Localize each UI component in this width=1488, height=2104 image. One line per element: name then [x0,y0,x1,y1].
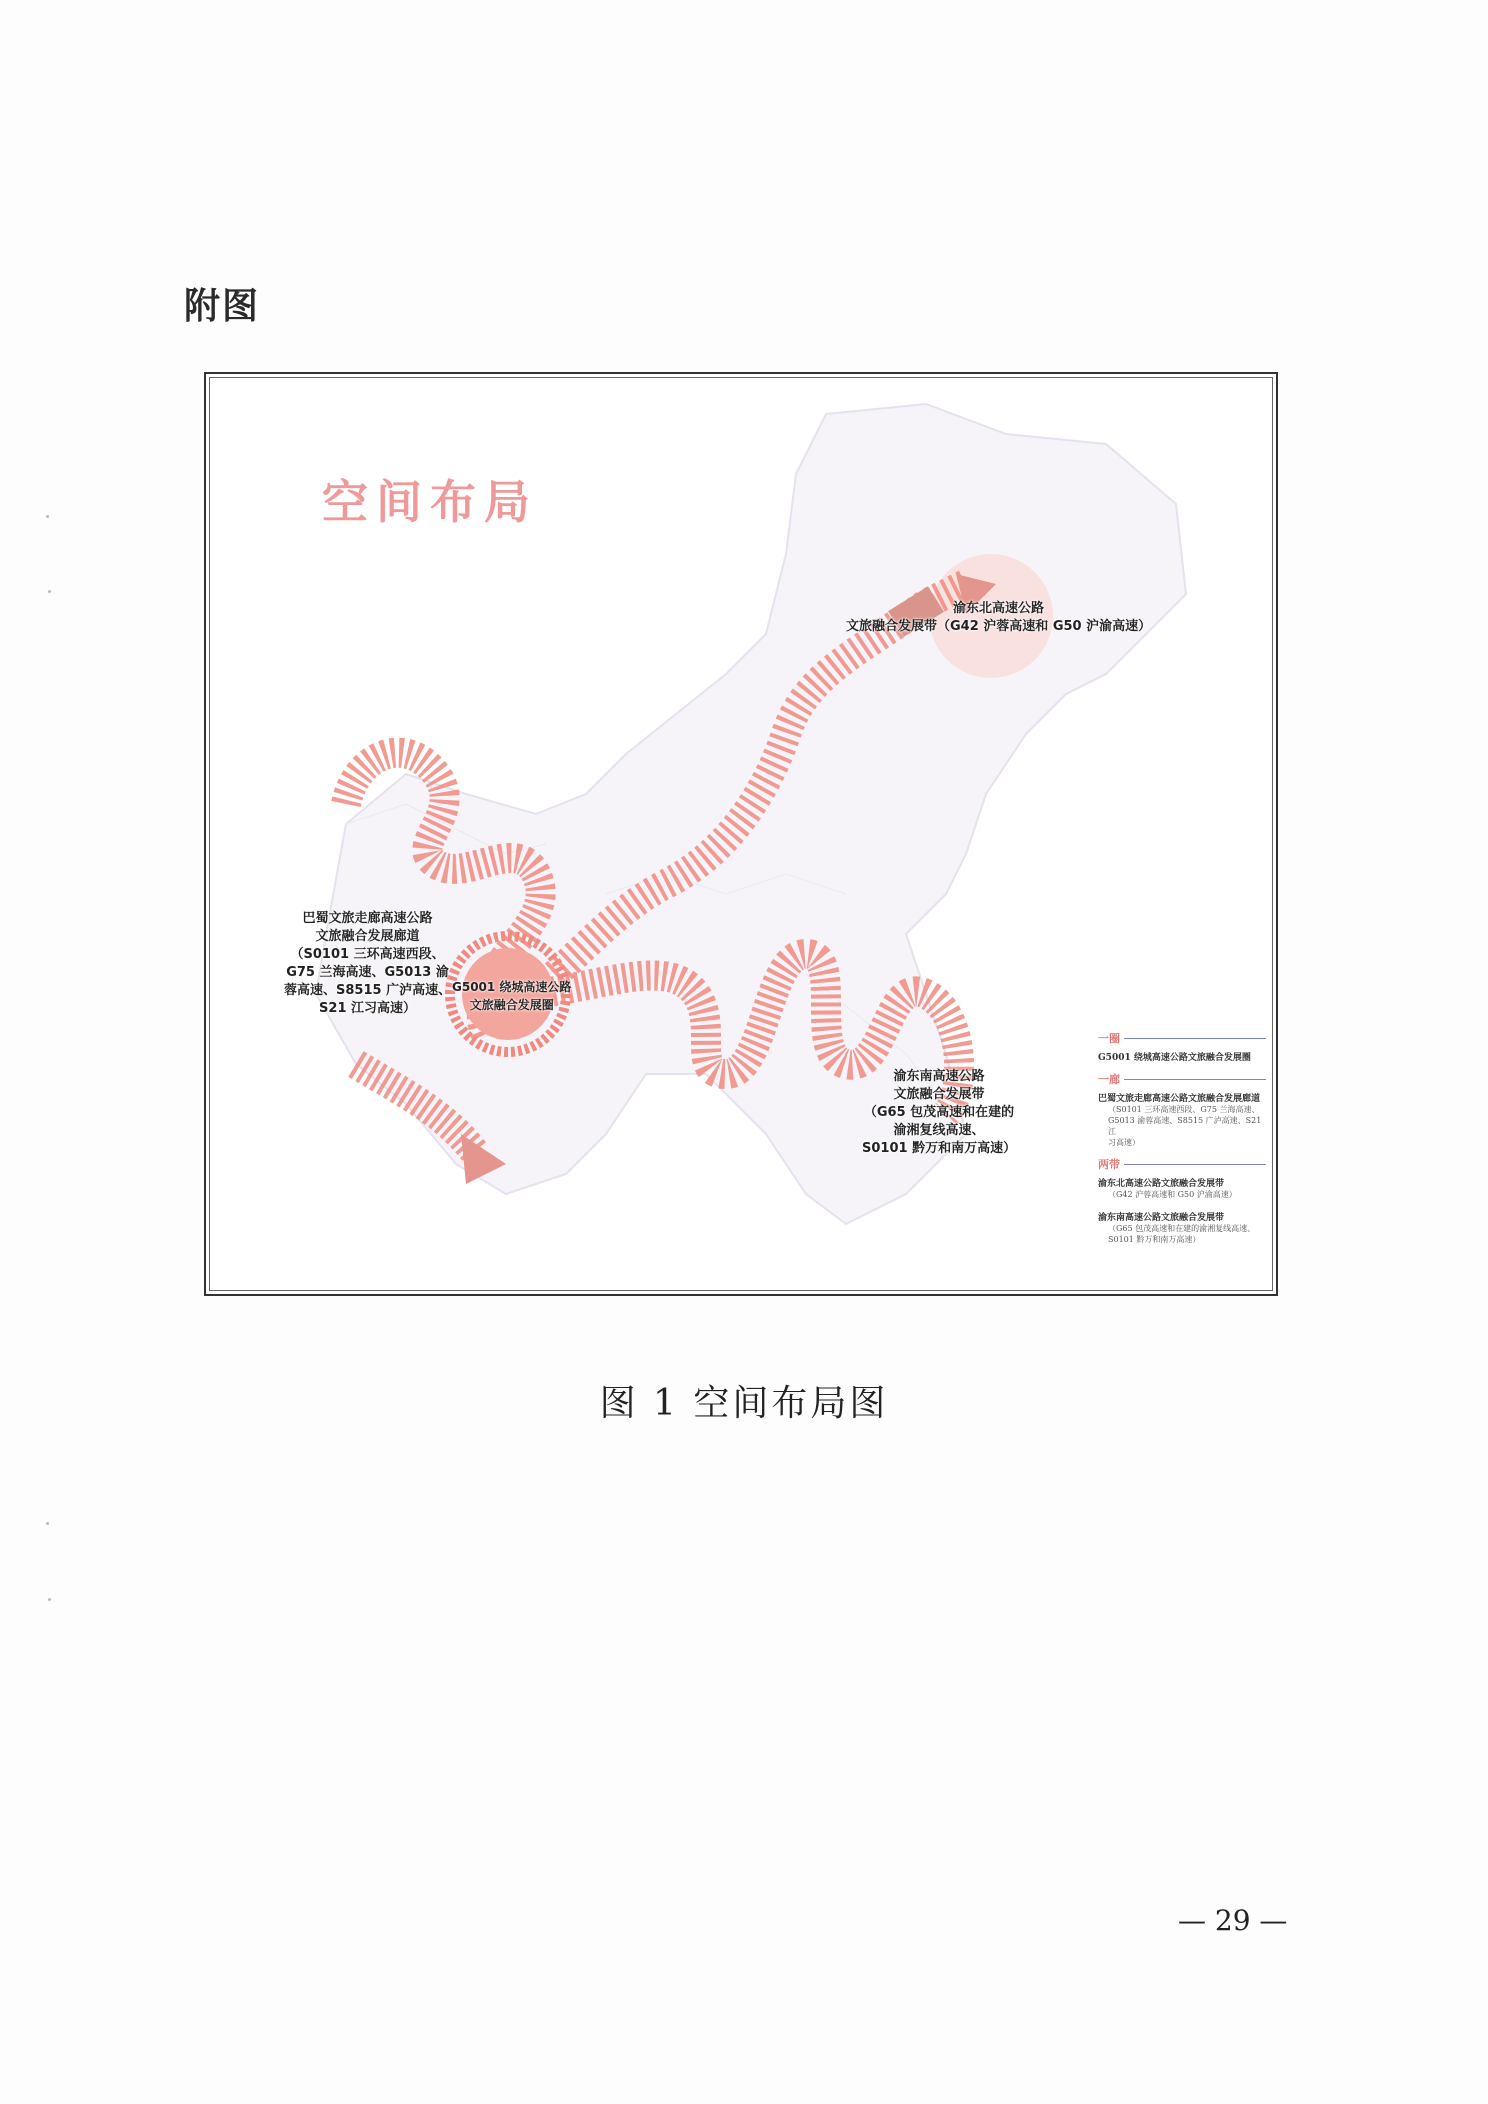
legend-tag: 一廊 [1098,1071,1266,1087]
map-title: 空间布局 [322,475,538,529]
west-callout [284,910,451,1018]
callout-line: 渝东南高速公路 [893,1069,985,1084]
legend-item-sub: （G42 沪蓉高速和 G50 沪渝高速） [1108,1190,1237,1199]
center-callout [452,978,571,1014]
callout-line: 文旅融合发展带（G42 沪蓉高速和 G50 沪渝高速） [846,619,1152,634]
scan-speck [46,1522,49,1525]
scan-speck [46,515,49,518]
legend-item-title: 巴蜀文旅走廊高速公路文旅融合发展廊道 [1098,1094,1261,1104]
callout-line: G5001 绕城高速公路 [452,980,572,994]
legend-item-title: G5001 绕城高速公路文旅融合发展圈 [1098,1053,1251,1063]
callout-line: （G65 包茂高速和在建的 [863,1105,1015,1120]
legend-tag: 两带 [1098,1156,1266,1172]
legend-item-sub: （G65 包茂高速和在建的渝湘复线高速、 [1108,1224,1256,1233]
scan-speck [48,1598,51,1601]
callout-line: S0101 黔万和南万高速） [862,1141,1017,1156]
callout-line: 文旅融合发展圈 [469,998,554,1012]
southeast-callout [862,1068,1016,1158]
callout-line: 蓉高速、S8515 广泸高速、 [284,983,452,998]
legend-tag: 一圈 [1098,1030,1266,1046]
callout-line: 渝湘复线高速、 [893,1123,985,1138]
callout-line: （S0101 三环高速西段、 [290,947,445,962]
callout-line: S21 江习高速） [319,1001,417,1016]
page-number: — 29 — [1178,1904,1288,1937]
map-legend [1098,1022,1266,1245]
scan-speck [48,590,51,593]
legend-item-sub: S0101 黔万和南万高速） [1108,1235,1201,1244]
callout-line: 文旅融合发展廊道 [315,929,420,944]
northeast-callout [846,600,1151,636]
legend-item-sub: G5013 渝蓉高速、S8515 广泸高速、S21 江 [1108,1116,1262,1136]
figure-caption: 图 1 空间布局图 [599,1383,889,1424]
legend-item-sub: 习高速） [1108,1138,1140,1147]
legend-item-sub: （S0101 三环高速西段、G75 兰海高速、 [1108,1105,1260,1114]
appendix-heading: 附图 [184,286,261,327]
callout-line: 文旅融合发展带 [893,1087,985,1102]
callout-line: 渝东北高速公路 [953,601,1045,616]
callout-line: 巴蜀文旅走廊高速公路 [302,911,433,926]
legend-item-title: 渝东北高速公路文旅融合发展带 [1098,1179,1225,1189]
legend-item-title: 渝东南高速公路文旅融合发展带 [1098,1213,1225,1223]
spatial-layout-figure [204,372,1278,1296]
callout-line: G75 兰海高速、G5013 渝 [286,965,449,980]
